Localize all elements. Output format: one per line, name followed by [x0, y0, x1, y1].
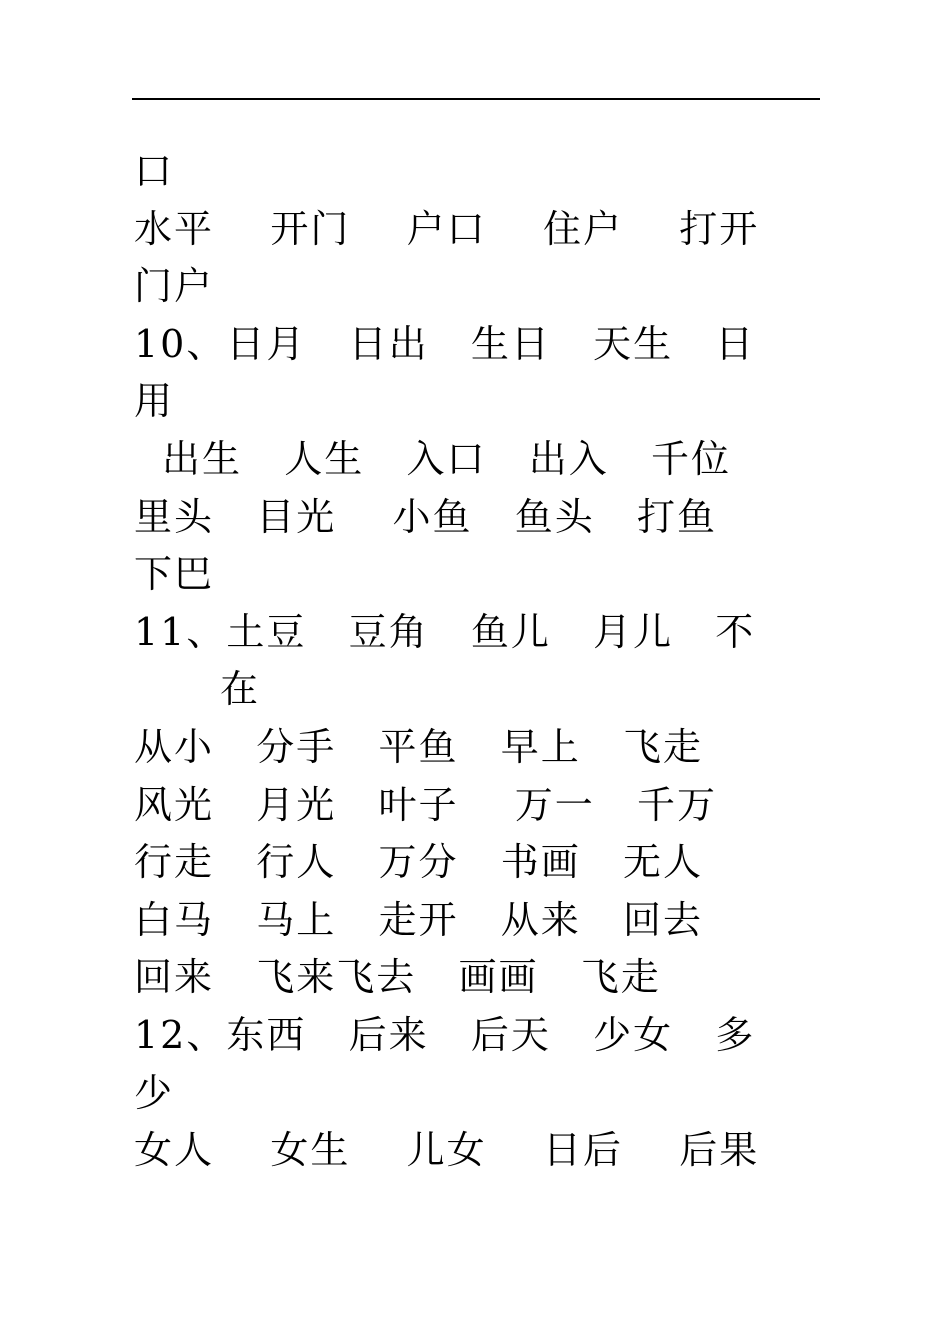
text-line: 出生 人生 入口 出入 千位 — [162, 436, 731, 481]
text-line: 水平 开门 户口 住户 打开 — [134, 206, 760, 251]
text-line: 用 — [134, 379, 175, 424]
text-line: 行走 行人 万分 书画 无人 — [134, 840, 703, 885]
text-line: 里头 目光 小鱼 鱼头 打鱼 — [134, 494, 718, 539]
word-list — [134, 143, 824, 1180]
header-rule — [132, 98, 820, 100]
text-line: 下巴 — [134, 552, 215, 597]
text-line: 门户 — [134, 264, 215, 309]
text-line: 12、东西 后来 后天 少女 多 — [134, 1012, 756, 1057]
text-line: 口 — [134, 149, 175, 193]
text-line: 回来 飞来飞去 画画 飞走 — [134, 955, 661, 1000]
text-line: 在 — [220, 667, 261, 712]
text-line: 白马 马上 走开 从来 回去 — [134, 897, 703, 942]
text-line: 10、日月 日出 生日 天生 日 — [134, 321, 756, 366]
text-line: 风光 月光 叶子 万一 千万 — [134, 782, 718, 827]
text-line: 从小 分手 平鱼 早上 飞走 — [134, 724, 703, 769]
text-line: 少 — [134, 1070, 175, 1115]
text-line: 11、土豆 豆角 鱼儿 月儿 不 — [134, 609, 756, 654]
text-line: 女人 女生 儿女 日后 后果 — [134, 1128, 760, 1173]
